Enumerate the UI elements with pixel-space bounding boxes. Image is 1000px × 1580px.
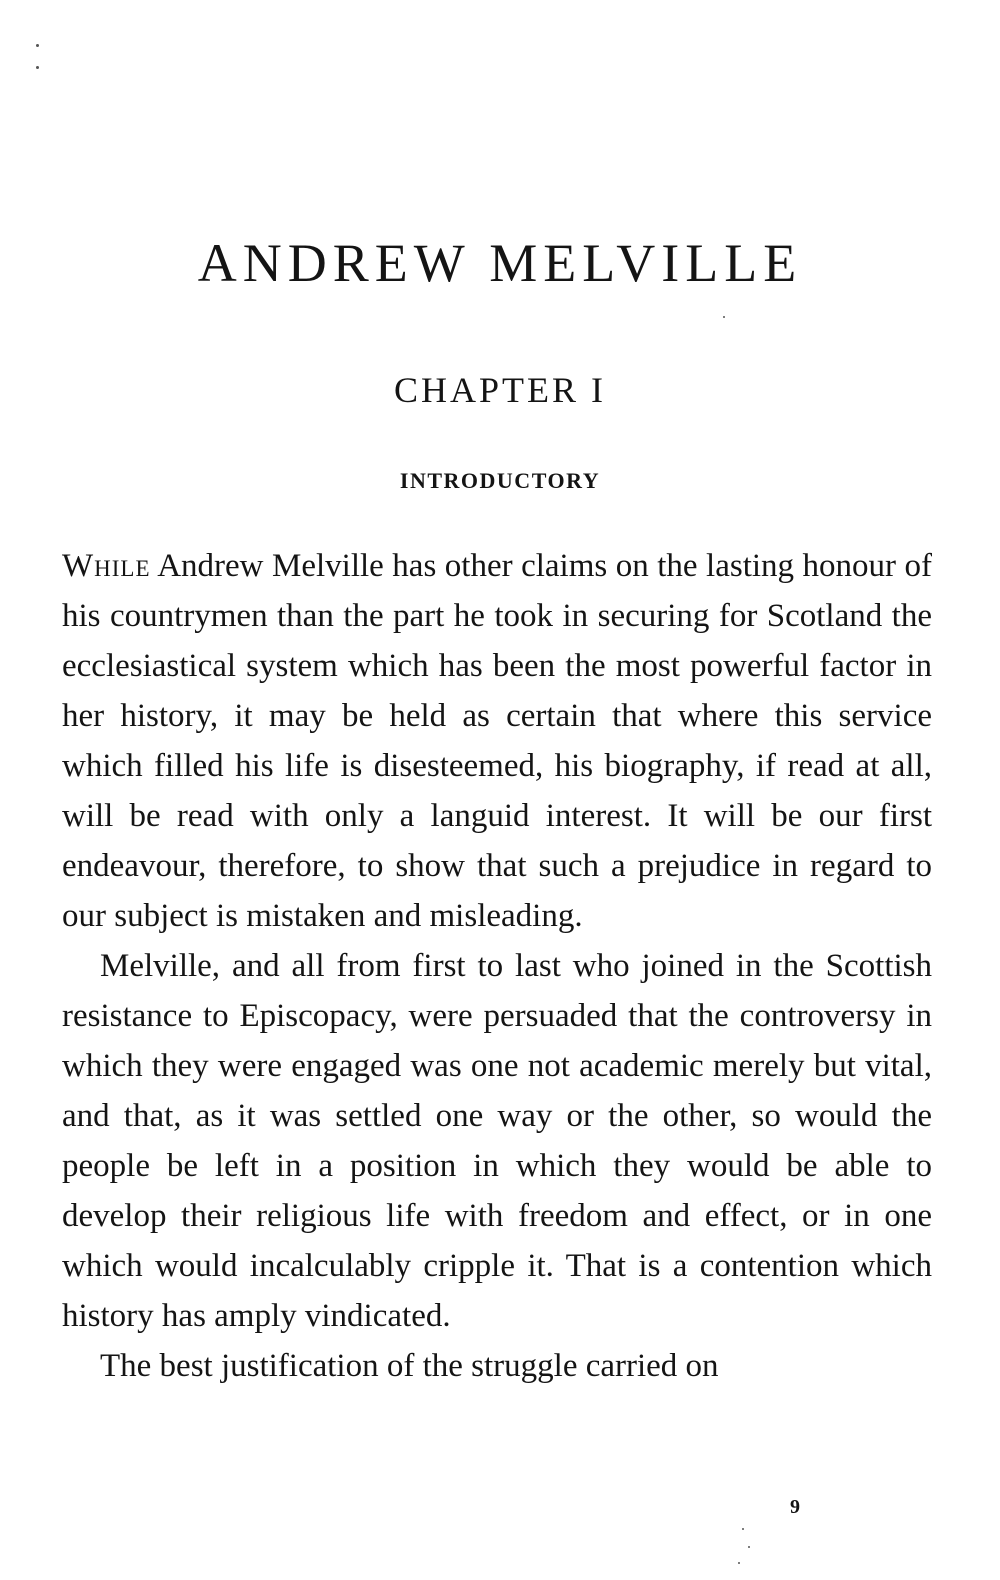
scan-speck [742, 1528, 744, 1530]
scan-speck [36, 66, 39, 69]
page-number: 9 [790, 1496, 800, 1518]
scan-speck [748, 1546, 750, 1548]
scan-speck [738, 1562, 740, 1564]
chapter-subtitle: INTRODUCTORY [399, 468, 601, 493]
paragraph-1 [62, 541, 932, 941]
body-text [62, 541, 932, 1391]
paragraph-1-lead: While [62, 548, 151, 584]
scan-speck [36, 44, 39, 47]
paragraph-2: Melville, and all from first to last who joined in the Scottish resistance to Episcopacy, were persuaded that the controversy in which they were engaged was one not academic merely but vital, and that, as it was settled one way or the other, so would the people be left in a position in which they would be able to develop their religious life with freedom and effect, or in one which would incalculably cripple it. That is a contention which history has amply vindicated. [62, 948, 932, 1334]
paragraph-1-text: Andrew Melville has other claims on the lasting honour of his countrymen than the part he took in securing for Scotland the ecclesiastical system which has been the most powerful factor in her history, it may be held as certain that where this service which filled his life is disesteemed, his biography, if read at all, will be read with only a languid interest. It will be our first endeavour, therefore, to show that such a prejudice in regard to our subject is mistaken and misleading. [62, 548, 932, 934]
paragraph-3: The best justification of the struggle carried on [100, 1348, 719, 1384]
book-title: ANDREW MELVILLE [197, 233, 803, 293]
scan-speck [723, 316, 725, 318]
chapter-heading: CHAPTER I [393, 370, 606, 410]
